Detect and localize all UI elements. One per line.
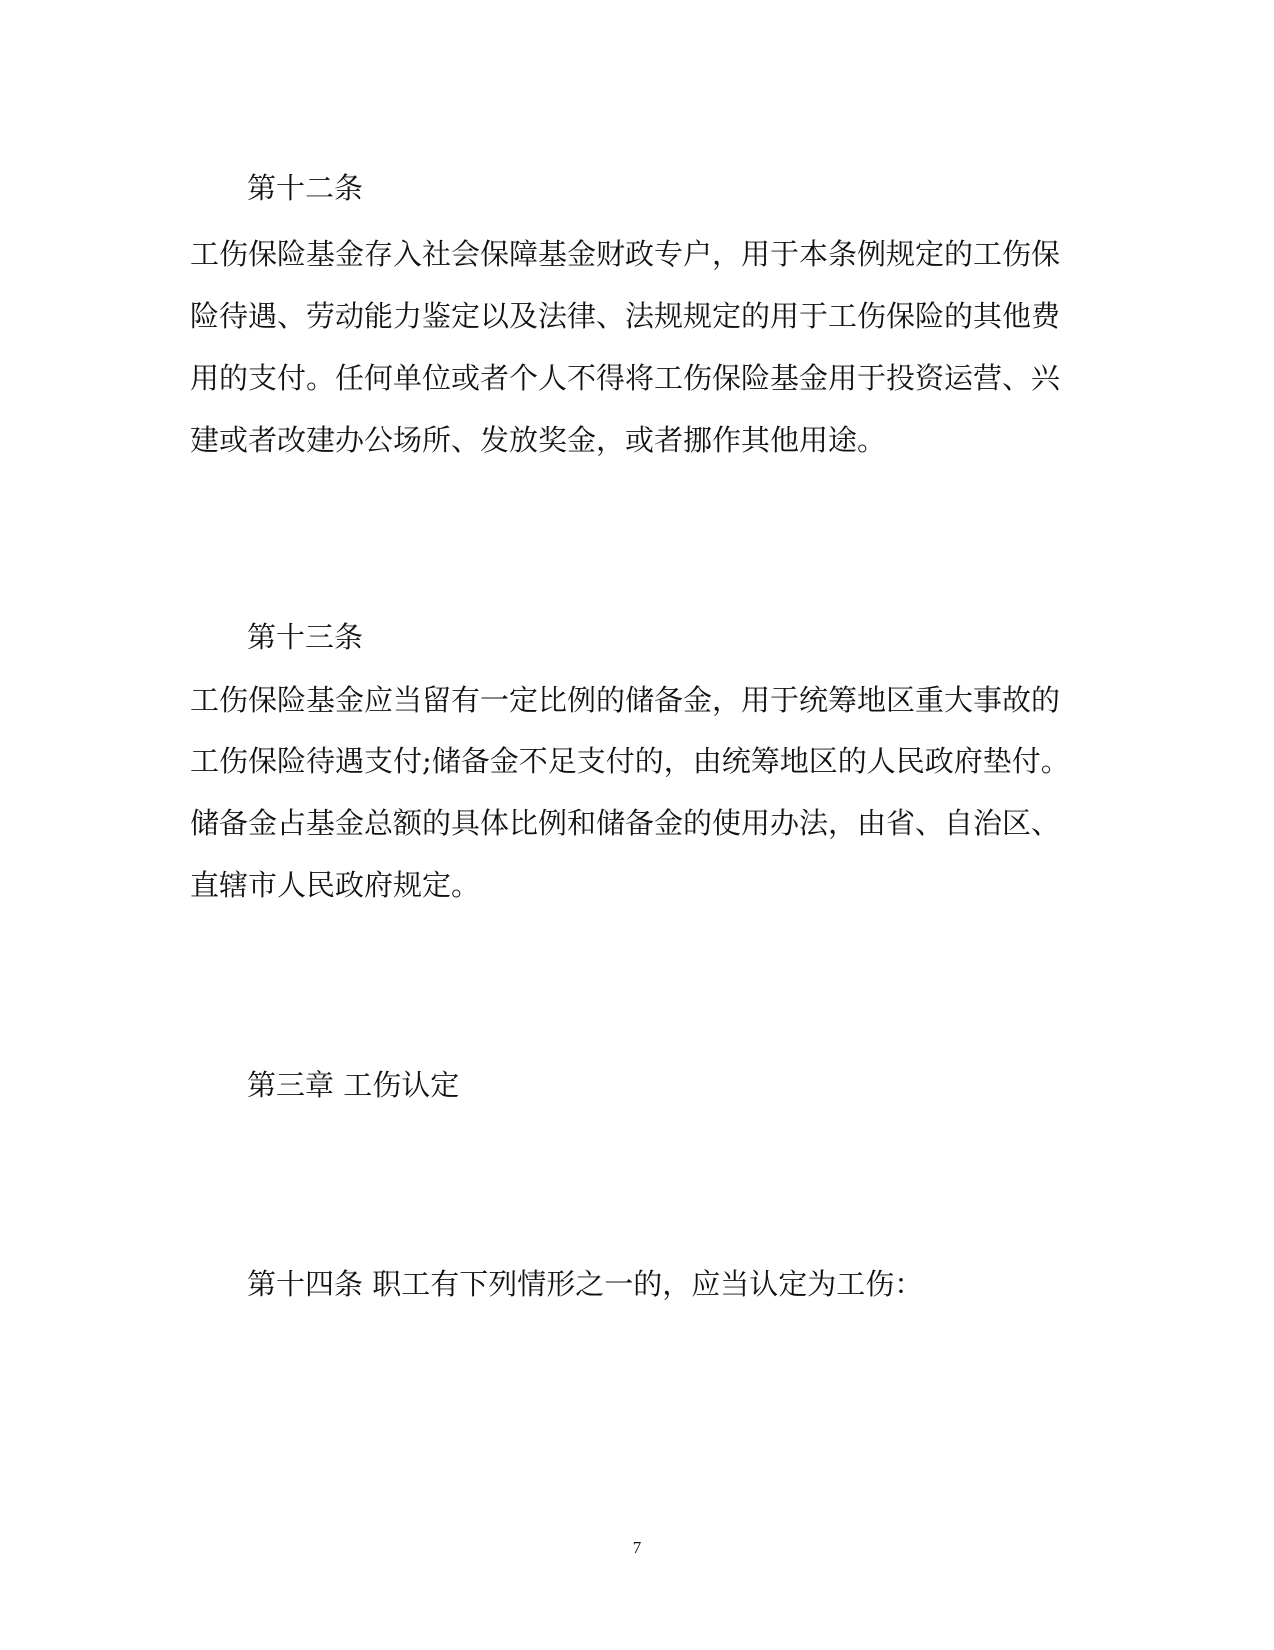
article-12-line-1: 工伤保险基金存入社会保障基金财政专户，用于本条例规定的工伤保	[190, 237, 1061, 271]
page-number: 7	[632, 1538, 642, 1557]
article-12-heading: 第十二条	[247, 171, 364, 205]
article-13-line-2: 工伤保险待遇支付;储备金不足支付的，由统筹地区的人民政府垫付。	[190, 744, 1070, 778]
article-12-line-4: 建或者改建办公场所、发放奖金，或者挪作其他用途。	[190, 423, 887, 457]
chapter-3-heading: 第三章 工伤认定	[247, 1068, 460, 1102]
article-13-line-4: 直辖市人民政府规定。	[190, 868, 481, 902]
article-14-heading: 第十四条 职工有下列情形之一的，应当认定为工伤：	[247, 1267, 924, 1301]
article-12-line-3: 用的支付。任何单位或者个人不得将工伤保险基金用于投资运营、兴	[190, 361, 1061, 395]
article-13-line-1: 工伤保险基金应当留有一定比例的储备金，用于统筹地区重大事故的	[190, 683, 1061, 717]
article-13-line-3: 储备金占基金总额的具体比例和储备金的使用办法，由省、自治区、	[190, 806, 1061, 840]
article-13-heading: 第十三条	[247, 620, 364, 654]
article-12-line-2: 险待遇、劳动能力鉴定以及法律、法规规定的用于工伤保险的其他费	[190, 299, 1061, 333]
